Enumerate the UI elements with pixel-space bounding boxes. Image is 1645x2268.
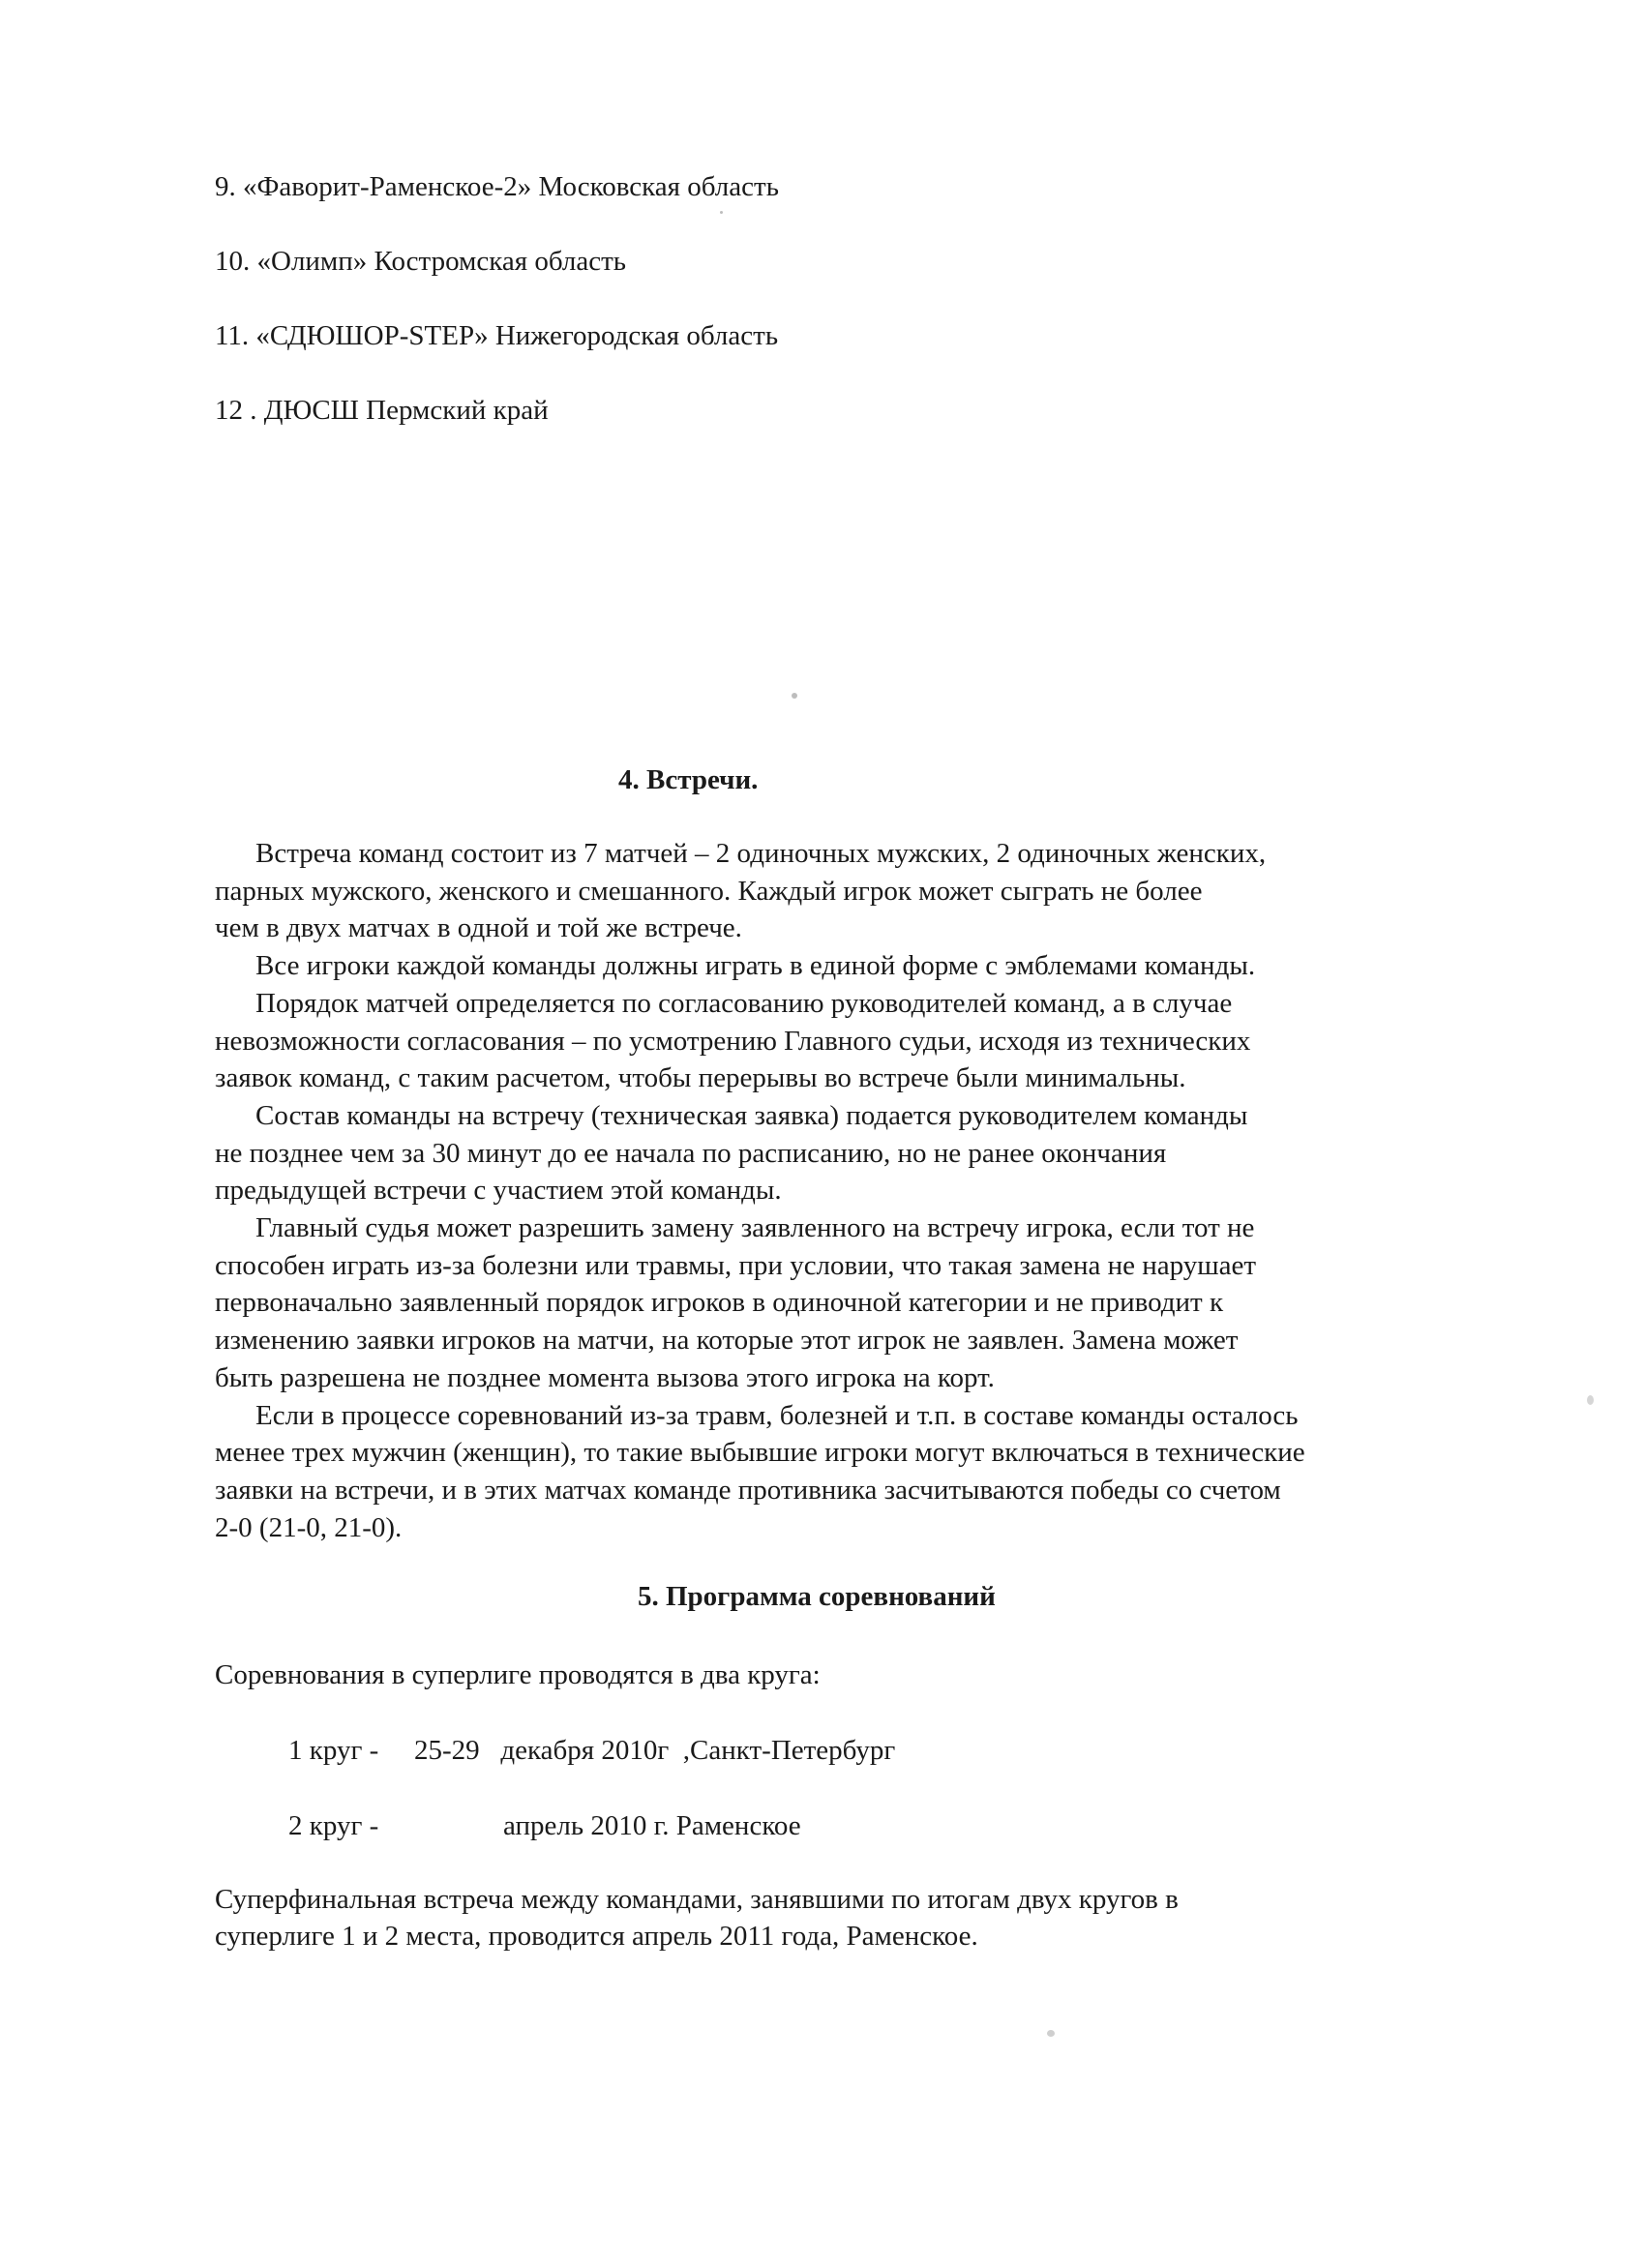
team-list-item-12: 12 . ДЮСШ Пермский край (215, 395, 549, 426)
section-4-line: чем в двух матчах в одной и той же встрече. (215, 912, 742, 944)
round-2-detail: апрель 2010 г. Раменское (503, 1810, 801, 1841)
section-4-body (215, 835, 1492, 1546)
scan-speck (792, 693, 797, 699)
section-4-line: парных мужского, женского и смешанного. Каждый игрок может сыграть не более (215, 875, 1203, 907)
round-1-label: 1 круг - (288, 1735, 379, 1766)
scan-speck (1047, 2030, 1055, 2037)
superfinal-line-2: суперлиге 1 и 2 места, проводится апрель 2011 года, Раменское. (215, 1921, 978, 1952)
section-4-line: заявки на встречи, и в этих матчах команде противника засчитываются победы со счетом (215, 1474, 1281, 1506)
section-4-line: Порядок матчей определяется по согласованию руководителей команд, а в случае (255, 987, 1233, 1019)
scan-speck (1587, 1395, 1594, 1405)
scan-speck (720, 211, 723, 214)
section-4-line: Если в процессе соревнований из-за травм, болезней и т.п. в составе команды осталось (255, 1399, 1299, 1431)
team-list-item-9: 9. «Фаворит-Раменское-2» Московская область (215, 171, 779, 202)
superfinal-line-1: Суперфинальная встреча между командами, занявшими по итогам двух кругов в (215, 1884, 1179, 1915)
section-4-line: предыдущей встречи с участием этой команды. (215, 1175, 782, 1207)
section-4-line: изменению заявки игроков на матчи, на которые этот игрок не заявлен. Замена может (215, 1325, 1239, 1357)
section-4-line: невозможности согласования – по усмотрению Главного судьи, исходя из технических (215, 1025, 1251, 1057)
section-4-line: 2-0 (21-0, 21-0). (215, 1511, 403, 1543)
round-2-label: 2 круг - (288, 1810, 379, 1841)
section-4-line: способен играть из-за болезни или травмы, при условии, что такая замена не нарушает (215, 1249, 1256, 1281)
section-4-line: менее трех мужчин (женщин), то такие выбывшие игроки могут включаться в технические (215, 1437, 1305, 1469)
section-5-heading: 5. Программа соревнований (638, 1581, 996, 1612)
section-4-heading: 4. Встречи. (618, 764, 759, 795)
section-4-line: заявок команд, с таким расчетом, чтобы перерывы во встрече были минимальны. (215, 1062, 1186, 1094)
section-4-line: Встреча команд состоит из 7 матчей – 2 одиночных мужских, 2 одиночных женских, (255, 838, 1267, 869)
round-1-detail: 25-29 декабря 2010г ,Санкт-Петербург (414, 1735, 896, 1766)
section-4-line: первоначально заявленный порядок игроков в одиночной категории и не приводит к (215, 1287, 1224, 1319)
section-4-line: быть разрешена не позднее момента вызова этого игрока на корт. (215, 1361, 995, 1393)
section-4-line: Состав команды на встречу (техническая заявка) подается руководителем команды (255, 1099, 1248, 1131)
section-4-line: Все игроки каждой команды должны играть в единой форме с эмблемами команды. (255, 950, 1256, 982)
section-4-line: не позднее чем за 30 минут до ее начала по расписанию, но не ранее окончания (215, 1137, 1167, 1169)
section-4-line: Главный судья может разрешить замену заявленного на встречу игрока, если тот не (255, 1212, 1255, 1244)
team-list-item-10: 10. «Олимп» Костромская область (215, 246, 627, 277)
team-list-item-11: 11. «СДЮШОР-STEP» Нижегородская область (215, 320, 779, 351)
section-5-intro: Соревнования в суперлиге проводятся в два круга: (215, 1659, 821, 1690)
